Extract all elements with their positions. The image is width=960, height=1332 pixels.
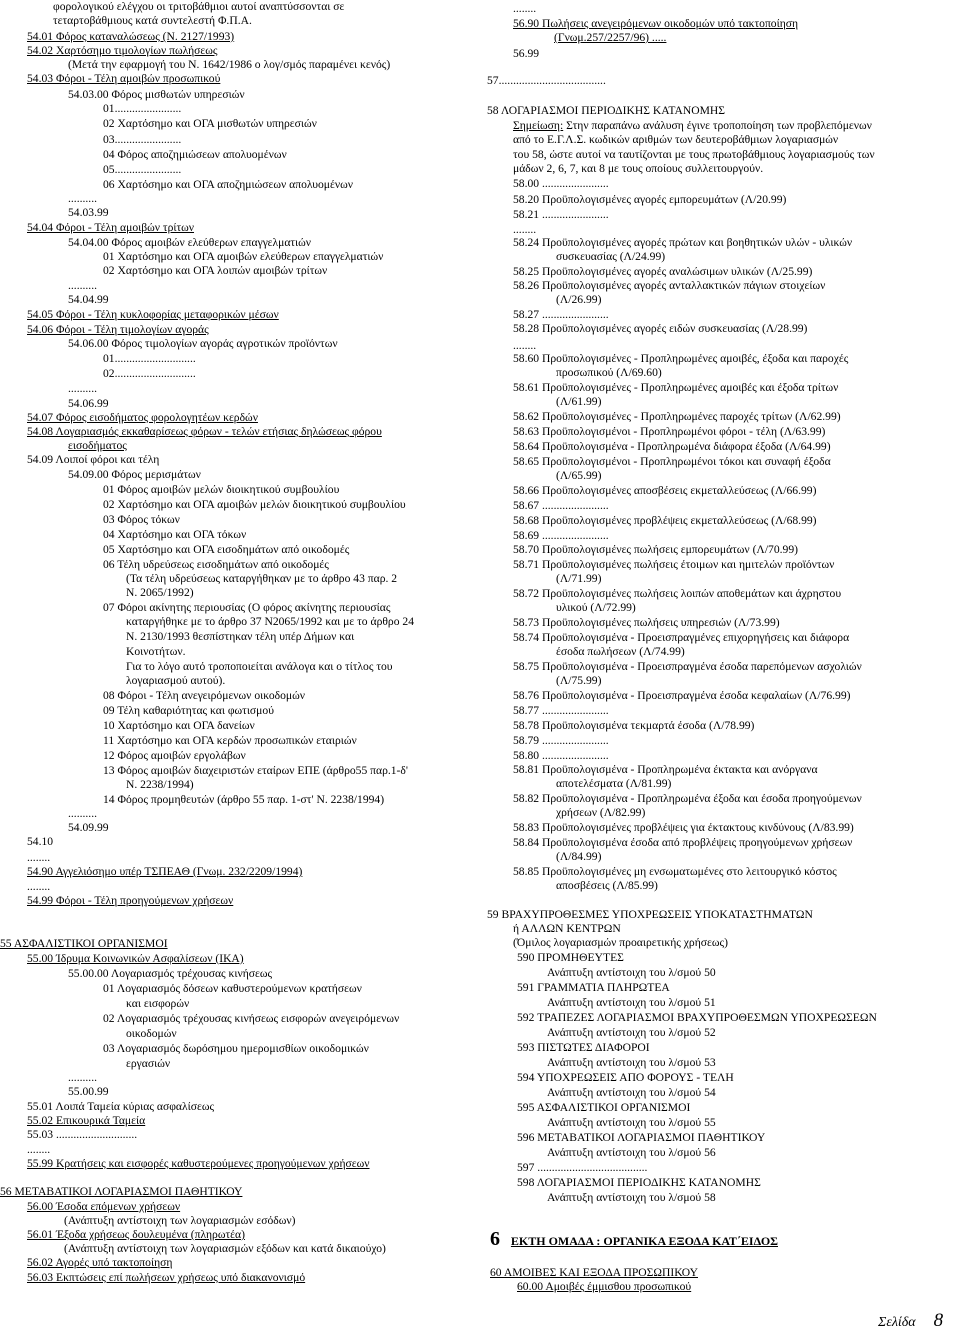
right-line: 59 ΒΡΑΧΥΠΡΟΘΕΣΜΕΣ ΥΠΟΧΡΕΩΣΕΙΣ ΥΠΟΚΑΤΑΣΤΗΜΑΤΩΝ bbox=[487, 908, 813, 921]
right-line: έσοδα πωλήσεων (Λ/74.99) bbox=[556, 645, 685, 658]
right-line: συσκευασίας (Λ/24.99) bbox=[556, 250, 666, 263]
left-line: 56 ΜΕΤΑΒΑΤΙΚΟΙ ΛΟΓΑΡΙΑΣΜΟΙ ΠΑΘΗΤΙΚΟΥ bbox=[0, 1185, 243, 1198]
left-line: 54.03 Φόροι - Τέλη αμοιβών προσωπικού bbox=[27, 72, 221, 85]
right-line: Ανάπτυξη αντίστοιχη του λ/σμού 54 bbox=[547, 1086, 716, 1099]
left-line: 14 Φόρος προμηθευτών (άρθρο 55 παρ. 1-στ' Ν. 2238/1994) bbox=[103, 793, 385, 806]
left-line: 09 Τέλη καθαριότητας και φωτισμού bbox=[103, 704, 274, 717]
right-line: 58.25 Προϋπολογισμένες αγορές αναλώσιμων υλικών (Λ/25.99) bbox=[513, 265, 813, 278]
left-line: 55.02 Επικουρικά Ταμεία bbox=[27, 1114, 146, 1127]
right-line: 58.72 Προϋπολογισμένες πωλήσεις λοιπών αποθεμάτων και άχρηστου bbox=[513, 587, 842, 600]
left-line: 11 Χαρτόσημο και ΟΓΑ κερδών προσωπικών εταιριών bbox=[103, 734, 357, 747]
right-line: 58.61 Προϋπολογισμένες - Προπληρωμένες αμοιβές και έξοδα τρίτων bbox=[513, 381, 839, 394]
right-line: 598 ΛΟΓΑΡΙΑΣΜΟΙ ΠΕΡΙΟΔΙΚΗΣ ΚΑΤΑΝΟΜΗΣ bbox=[517, 1176, 761, 1189]
right-line: 58.78 Προϋπολογισμένα τεκμαρτά έσοδα (Λ/78.99) bbox=[513, 719, 755, 732]
page-label: Σελίδα bbox=[878, 1315, 916, 1330]
left-line: καταργήθηκε με το άρθρο 37 Ν2065/1992 και με το άρθρο 24 bbox=[126, 615, 414, 628]
right-line: 58.76 Προϋπολογισμένα - Προεισπραγμένα έσοδα κεφαλαίων (Λ/76.99) bbox=[513, 689, 851, 702]
right-line: 58.60 Προϋπολογισμένες - Προπληρωμένες αμοιβές, έξοδα και παροχές bbox=[513, 352, 849, 365]
left-line: 54.09 Λοιποί φόροι και τέλη bbox=[27, 453, 160, 466]
right-line: υλικού (Λ/72.99) bbox=[556, 601, 636, 614]
left-line: 54.04.99 bbox=[68, 293, 109, 306]
left-line: 54.03.00 Φόρος μισθωτών υπηρεσιών bbox=[68, 88, 245, 101]
right-line: (Λ/75.99) bbox=[556, 674, 602, 687]
right-line: 58.82 Προϋπολογισμένα - Προπληρωμένα έξοδα και έσοδα προηγούμενων bbox=[513, 792, 862, 805]
left-line: 56.02 Αγορές υπό τακτοποίηση bbox=[27, 1256, 173, 1269]
left-line: οικοδομών bbox=[126, 1027, 177, 1040]
right-line: 594 ΥΠΟΧΡΕΩΣΕΙΣ ΑΠΟ ΦΟΡΟΥΣ - ΤΕΛΗ bbox=[517, 1071, 734, 1084]
right-line: 58.26 Προϋπολογισμένες αγορές ανταλλακτικών πάγιων στοιχείων bbox=[513, 279, 826, 292]
left-line: 55.01 Λοιπά Ταμεία κύριας ασφαλίσεως bbox=[27, 1100, 215, 1113]
right-line: 58.66 Προϋπολογισμένες αποσβέσεις εκμεταλλεύσεως (Λ/66.99) bbox=[513, 484, 817, 497]
right-line: (Λ/26.99) bbox=[556, 293, 602, 306]
right-line: 58.27 ....................... bbox=[513, 308, 609, 321]
left-line: 07 Φόροι ακίνητης περιουσίας (Ο φόρος ακίνητης περιουσίας bbox=[103, 601, 391, 614]
right-line: 58.73 Προϋπολογισμένες πωλήσεις υπηρεσιών (Λ/73.99) bbox=[513, 616, 780, 629]
left-line: φορολογικού ελέγχου οι τριτοβάθμιοι αυτοί αναπτύσσονται σε bbox=[53, 0, 345, 13]
right-line: αποσβέσεις (Λ/85.99) bbox=[556, 879, 658, 892]
right-line: 591 ΓΡΑΜΜΑΤΙΑ ΠΛΗΡΩΤΕΑ bbox=[517, 981, 670, 994]
left-line: 54.06.99 bbox=[68, 397, 109, 410]
left-line: 55.00.99 bbox=[68, 1085, 109, 1098]
right-line: από το Ε.Γ.Λ.Σ. κωδικών αριθμών των δευτεροβάθμιων λογαριασμών bbox=[513, 133, 839, 146]
left-line: 12 Φόρος αμοιβών εργολάβων bbox=[103, 749, 246, 762]
left-line: 55.03 ............................ bbox=[27, 1128, 138, 1141]
group-6-number: 6 bbox=[490, 1228, 500, 1250]
account-60-00: 60.00 Αμοιβές έμμισθου προσωπικού bbox=[517, 1280, 692, 1293]
left-line: Κοινοτήτων. bbox=[126, 645, 186, 658]
left-line: 55 ΑΣΦΑΛΙΣΤΙΚΟΙ ΟΡΓΑΝΙΣΜΟΙ bbox=[0, 937, 168, 950]
left-line: .......... bbox=[68, 192, 97, 205]
right-line: Ανάπτυξη αντίστοιχη του λ/σμού 58 bbox=[547, 1191, 716, 1204]
left-line: 54.03.99 bbox=[68, 206, 109, 219]
left-line: 01....................... bbox=[103, 102, 182, 115]
right-line: 58.21 ....................... bbox=[513, 208, 609, 221]
left-line: 03....................... bbox=[103, 133, 182, 146]
right-line: 58.84 Προϋπολογισμένα έσοδα από προβλέψεις προηγούμενων χρήσεων bbox=[513, 836, 853, 849]
right-line: 58.71 Προϋπολογισμένες πωλήσεις έτοιμων και ημιτελών προϊόντων bbox=[513, 558, 835, 571]
left-line: τεταρτοβάθμιους κατά συντελεστή Φ.Π.Α. bbox=[53, 14, 252, 27]
right-line: 596 ΜΕΤΑΒΑΤΙΚΟΙ ΛΟΓΑΡΙΑΣΜΟΙ ΠΑΘΗΤΙΚΟΥ bbox=[517, 1131, 766, 1144]
right-line: Ανάπτυξη αντίστοιχη του λ/σμού 51 bbox=[547, 996, 716, 1009]
left-line: 04 Φόρος αποζημιώσεων απολυομένων bbox=[103, 148, 287, 161]
left-line: 02............................ bbox=[103, 367, 196, 380]
right-line: χρήσεων (Λ/82.99) bbox=[556, 806, 646, 819]
right-line: Ανάπτυξη αντίστοιχη του λ/σμού 52 bbox=[547, 1026, 716, 1039]
right-line: (Λ/84.99) bbox=[556, 850, 602, 863]
left-line: ........ bbox=[27, 1143, 51, 1156]
left-line: 56.03 Εκπτώσεις επί πωλήσεων χρήσεως υπό διακανονισμό bbox=[27, 1271, 306, 1284]
left-line: 54.06 Φόροι - Τέλη τιμολογίων αγοράς bbox=[27, 323, 209, 336]
right-line: Ανάπτυξη αντίστοιχη του λ/σμού 56 bbox=[547, 1146, 716, 1159]
left-line: 08 Φόροι - Τέλη ανεγειρόμενων οικοδομών bbox=[103, 689, 305, 702]
right-line: 590 ΠΡΟΜΗΘΕΥΤΕΣ bbox=[517, 951, 624, 964]
left-line: (Ανάπτυξη αντίστοιχη των λογαριασμών εσόδων) bbox=[64, 1214, 296, 1227]
left-line: (Μετά την εφαρμογή του Ν. 1642/1986 ο λογ/σμός παραμένει κενός) bbox=[68, 58, 391, 71]
right-line: 592 ΤΡΑΠΕΖΕΣ ΛΟΓΑΡΙΑΣΜΟΙ ΒΡΑΧΥΠΡΟΘΕΣΜΩΝ ΥΠΟΧΡΕΩΣΕΩΝ bbox=[517, 1011, 877, 1024]
right-line: (Λ/71.99) bbox=[556, 572, 602, 585]
left-line: .......... bbox=[68, 382, 97, 395]
right-line: 58.20 Προϋπολογισμένες αγορές εμπορευμάτων (Λ/20.99) bbox=[513, 193, 787, 206]
right-line: 58.63 Προϋπολογισμένοι - Προπληρωμένοι φόροι - τέλη (Λ/63.99) bbox=[513, 425, 826, 438]
left-line: 54.02 Χαρτόσημο τιμολογίων πωλήσεως bbox=[27, 44, 218, 57]
left-line: .......... bbox=[68, 279, 97, 292]
right-line: 56.99 bbox=[513, 47, 540, 60]
left-line: 06 Χαρτόσημο και ΟΓΑ αποζημιώσεων απολυομένων bbox=[103, 178, 354, 191]
left-line: 13 Φόρος αμοιβών διαχειριστών εταίρων ΕΠΕ (άρθρο55 παρ.1-δ' bbox=[103, 764, 408, 777]
left-line: 06 Τέλη υδρεύσεως εισοδημάτων από οικοδομές bbox=[103, 558, 329, 571]
left-line: 54.05 Φόροι - Τέλη κυκλοφορίας μεταφορικών μέσων bbox=[27, 308, 279, 321]
right-line: 58 ΛΟΓΑΡΙΑΣΜΟΙ ΠΕΡΙΟΔΙΚΗΣ ΚΑΤΑΝΟΜΗΣ bbox=[487, 104, 726, 117]
right-line: 58.69 ....................... bbox=[513, 529, 609, 542]
right-line: Ανάπτυξη αντίστοιχη του λ/σμού 50 bbox=[547, 966, 716, 979]
right-line: 58.70 Προϋπολογισμένες πωλήσεις εμπορευμάτων (Λ/70.99) bbox=[513, 543, 799, 556]
right-line: ........ bbox=[513, 339, 537, 352]
right-line: 58.28 Προϋπολογισμένες αγορές ειδών συσκευασίας (Λ/28.99) bbox=[513, 322, 808, 335]
left-line: .......... bbox=[68, 1071, 97, 1084]
right-line: 595 ΑΣΦΑΛΙΣΤΙΚΟΙ ΟΡΓΑΝΙΣΜΟΙ bbox=[517, 1101, 691, 1114]
right-line: 57..................................... bbox=[487, 74, 606, 87]
right-line: 593 ΠΙΣΤΩΤΕΣ ΔΙΑΦΟΡΟΙ bbox=[517, 1041, 650, 1054]
right-line: 58.00 ....................... bbox=[513, 177, 609, 190]
note-label: Σημείωση: bbox=[513, 119, 564, 132]
left-line: ........ bbox=[27, 880, 51, 893]
left-line: 02 Χαρτόσημο και ΟΓΑ αμοιβών μελών διοικητικού συμβουλίου bbox=[103, 498, 406, 511]
left-line: εισοδήματος bbox=[68, 439, 127, 452]
right-line: ........ bbox=[513, 223, 537, 236]
left-line: 10 Χαρτόσημο και ΟΓΑ δανείων bbox=[103, 719, 255, 732]
left-line: Ν. 2065/1992) bbox=[126, 586, 194, 599]
right-line: (Λ/65.99) bbox=[556, 469, 602, 482]
page-number: 8 bbox=[933, 1310, 944, 1331]
right-line: 58.64 Προϋπολογισμένα - Προπληρωμένα διάφορα έξοδα (Λ/64.99) bbox=[513, 440, 831, 453]
right-line: ή ΑΛΛΩΝ ΚΕΝΤΡΩΝ bbox=[513, 922, 621, 935]
left-line: 02 Χαρτόσημο και ΟΓΑ μισθωτών υπηρεσιών bbox=[103, 117, 317, 130]
right-line: 58.68 Προϋπολογισμένες προβλέψεις εκμεταλλεύσεως (Λ/68.99) bbox=[513, 514, 817, 527]
right-line: ........ bbox=[513, 2, 537, 15]
left-line: εργασιών bbox=[126, 1057, 171, 1070]
right-line: 58.80 ....................... bbox=[513, 749, 609, 762]
right-line: 58.77 ....................... bbox=[513, 704, 609, 717]
right-line: 58.62 Προϋπολογισμένες - Προπληρωμένες παροχές τρίτων (Λ/62.99) bbox=[513, 410, 841, 423]
group-6-heading bbox=[490, 1228, 778, 1250]
right-line: (Όμιλος λογαριασμών προαιρετικής χρήσεως) bbox=[513, 936, 728, 949]
right-line: αποτελέσματα (Λ/81.99) bbox=[556, 777, 672, 790]
left-line: (Τα τέλη υδρεύσεως καταργήθηκαν με το άρθρο 43 παρ. 2 bbox=[126, 572, 398, 585]
right-line: Σημείωση: Στην παραπάνω ανάλυση έγινε τροποποίηση των προβλεπόμενων bbox=[513, 119, 872, 132]
right-line: (Λ/61.99) bbox=[556, 395, 602, 408]
left-line: 04 Χαρτόσημο και ΟΓΑ τόκων bbox=[103, 528, 247, 541]
right-line: 58.75 Προϋπολογισμένα - Προεισπραγμένα έσοδα παρεπόμενων ασχολιών bbox=[513, 660, 862, 673]
left-line: 55.00.00 Λογαριασμός τρέχουσας κινήσεως bbox=[68, 967, 273, 980]
left-line: 03 Φόρος τόκων bbox=[103, 513, 180, 526]
right-line: 58.67 ....................... bbox=[513, 499, 609, 512]
right-line: 597 ...................................... bbox=[517, 1161, 648, 1174]
left-line: 01............................ bbox=[103, 352, 196, 365]
right-line: προσωπικού (Λ/69.60) bbox=[556, 366, 662, 379]
right-line: μάδων 2, 6, 7, και 8 με τους οποίους συλλειτουργούν. bbox=[513, 162, 764, 175]
left-line: λογαριασμού αυτού). bbox=[126, 674, 226, 687]
left-line: 55.99 Κρατήσεις και εισφορές καθυστερούμενες προηγούμενων χρήσεων bbox=[27, 1157, 370, 1170]
right-line: 58.79 ....................... bbox=[513, 734, 609, 747]
left-line: 02 Χαρτόσημο και ΟΓΑ λοιπών αμοιβών τρίτων bbox=[103, 264, 328, 277]
left-line: 55.00 Ίδρυμα Κοινωνικών Ασφαλίσεων (ΙΚΑ) bbox=[27, 952, 244, 965]
left-line: 56.00 Έσοδα επόμενων χρήσεων bbox=[27, 1200, 181, 1213]
right-line: 58.65 Προϋπολογισμένοι - Προπληρωμένοι τόκοι και συναφή έξοδα bbox=[513, 455, 831, 468]
left-line: 01 Χαρτόσημο και ΟΓΑ αμοιβών ελεύθερων επαγγελματιών bbox=[103, 250, 384, 263]
left-line: 54.06.00 Φόρος τιμολογίων αγοράς αγροτικών προϊόντων bbox=[68, 337, 338, 350]
left-line: 54.07 Φόρος εισοδήματος φορολογητέων κερδών bbox=[27, 411, 258, 424]
right-line: 58.24 Προϋπολογισμένες αγορές πρώτων και βοηθητικών υλών - υλικών bbox=[513, 236, 853, 249]
right-line: 58.81 Προϋπολογισμένα - Προπληρωμένα έκτακτα και ανόργανα bbox=[513, 763, 818, 776]
right-line: Ανάπτυξη αντίστοιχη του λ/σμού 55 bbox=[547, 1116, 716, 1129]
right-line: 56.90 Πωλήσεις ανεγειρόμενων οικοδομών υπό τακτοποίηση bbox=[513, 17, 799, 30]
right-line: 58.85 Προϋπολογισμένες μη ενσωματωμένες στο λειτουργικό κόστος bbox=[513, 865, 837, 878]
right-line: 58.74 Προϋπολογισμένα - Προεισπραγμένες επιχορηγήσεις και διάφορα bbox=[513, 631, 850, 644]
left-line: 54.99 Φόροι - Τέλη προηγούμενων χρήσεων bbox=[27, 894, 234, 907]
left-line: 54.08 Λογαριασμός εκκαθαρίσεως φόρων - τελών ετήσιας δηλώσεως φόρου bbox=[27, 425, 382, 438]
right-line: (Γνωμ.257/2257/96) ..... bbox=[554, 31, 667, 44]
left-line: Ν. 2130/1993 θεσπίστηκαν τέλη υπέρ Δήμων και bbox=[126, 630, 355, 643]
right-line: του 58, ώστε αυτοί να ταυτίζονται με τους πρωτοβάθμιους λογαριασμούς των bbox=[513, 148, 875, 161]
account-60: 60 ΑΜΟΙΒΕΣ ΚΑΙ ΕΞΟΔΑ ΠΡΟΣΩΠΙΚΟΥ bbox=[490, 1266, 698, 1279]
left-line: 54.10 bbox=[27, 835, 54, 848]
left-line: 05 Χαρτόσημο και ΟΓΑ εισοδημάτων από οικοδομές bbox=[103, 543, 350, 556]
left-line: 05....................... bbox=[103, 163, 182, 176]
left-line: 03 Λογαριασμός δωρόσημου ημερομισθίων οικοδομικών bbox=[103, 1042, 369, 1055]
left-line: Ν. 2238/1994) bbox=[126, 778, 194, 791]
left-line: 54.04.00 Φόρος αμοιβών ελεύθερων επαγγελματιών bbox=[68, 236, 312, 249]
left-line: 01 Φόρος αμοιβών μελών διοικητικού συμβουλίου bbox=[103, 483, 340, 496]
left-line: 54.09.00 Φόρος μερισμάτων bbox=[68, 468, 201, 481]
left-line: 01 Λογαριασμός δόσεων καθυστερούμενων κρατήσεων bbox=[103, 982, 362, 995]
right-line: Ανάπτυξη αντίστοιχη του λ/σμού 53 bbox=[547, 1056, 716, 1069]
left-line: ........ bbox=[27, 851, 51, 864]
left-line: 54.01 Φόρος καταναλώσεως (Ν. 2127/1993) bbox=[27, 30, 235, 43]
group-6-title: ΕΚΤΗ ΟΜΑΔΑ : ΟΡΓΑΝΙΚΑ ΕΞΟΔΑ ΚΑΤ΄ΕΙΔΟΣ bbox=[510, 1234, 778, 1248]
left-line: 54.90 Αγγελιόσημο υπέρ ΤΣΠΕΑΘ (Γνωμ. 232/2209/1994) bbox=[27, 865, 303, 878]
right-line: 58.83 Προϋπολογισμένες προβλέψεις για έκτακτους κινδύνους (Λ/83.99) bbox=[513, 821, 854, 834]
left-line: Για το λόγο αυτό τροποποιείται ανάλογα και ο τίτλος του bbox=[126, 660, 393, 673]
left-line: 54.09.99 bbox=[68, 821, 109, 834]
left-line: 02 Λογαριασμός τρέχουσας κινήσεως εισφορών ανεγειρόμενων bbox=[103, 1012, 400, 1025]
left-line: και εισφορών bbox=[126, 997, 190, 1010]
left-line: (Ανάπτυξη αντίστοιχη των λογαριασμών εξόδων και κατά δικαιούχο) bbox=[64, 1242, 386, 1255]
left-line: 56.01 Έξοδα χρήσεως δουλευμένα (πληρωτέα) bbox=[27, 1228, 245, 1241]
left-line: 54.04 Φόροι - Τέλη αμοιβών τρίτων bbox=[27, 221, 195, 234]
left-line: .......... bbox=[68, 807, 97, 820]
